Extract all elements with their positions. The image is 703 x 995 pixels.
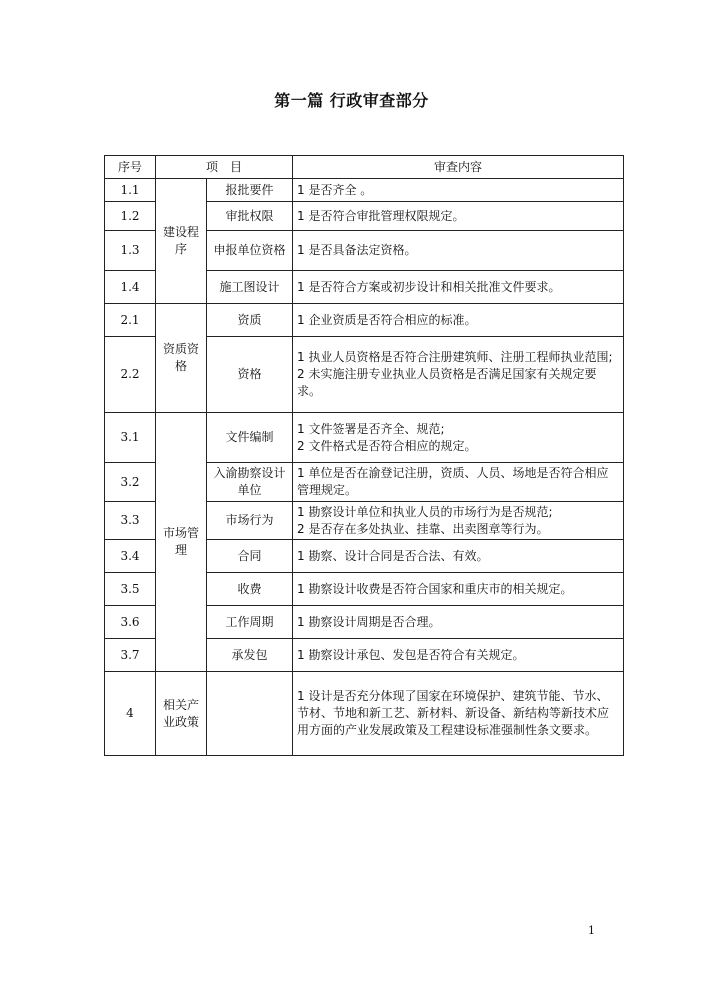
row-number: 1.3 (105, 231, 156, 271)
review-table (104, 155, 624, 756)
table-row (105, 413, 624, 463)
item-cell: 审批权限 (207, 202, 293, 231)
table-row (105, 179, 624, 202)
content-cell (293, 573, 624, 606)
item-cell: 报批要件 (207, 179, 293, 202)
row-number: 2.1 (105, 304, 156, 337)
row-number: 2.2 (105, 337, 156, 413)
item-cell: 入渝勘察设计单位 (207, 463, 293, 502)
row-number: 3.6 (105, 606, 156, 639)
row-number: 3.3 (105, 502, 156, 540)
category-cell: 资质资格 (156, 304, 207, 413)
item-cell (207, 672, 293, 756)
content-line: 1 勘察设计承包、发包是否符合有关规定。 (297, 647, 525, 662)
content-line: 1 勘察、设计合同是否合法、有效。 (297, 548, 489, 563)
page-title: 第一篇 行政审查部分 (274, 91, 429, 110)
content-cell (293, 606, 624, 639)
content-cell (293, 179, 624, 202)
content-line: 1 文件签署是否齐全、规范; (297, 421, 445, 436)
row-number: 1.1 (105, 179, 156, 202)
content-line: 2 是否存在多处执业、挂靠、出卖图章等行为。 (297, 521, 549, 536)
category-cell: 市场管理 (156, 413, 207, 672)
content-line: 1 勘察设计单位和执业人员的市场行为是否规范; (297, 504, 553, 519)
content-line: 2 未实施注册专业执业人员资格是否满足国家有关规定要求。 (297, 367, 597, 398)
content-line: 1 是否符合方案或初步设计和相关批准文件要求。 (297, 279, 561, 294)
content-cell (293, 202, 624, 231)
content-cell (293, 337, 624, 413)
content-line: 1 设计是否充分体现了国家在环境保护、建筑节能、节水、节材、节地和新工艺、新材料、新设备、新结构等新技术应用方面的产业发展政策及工程建设标准强制性条文要求。 (297, 689, 610, 737)
row-number: 1.4 (105, 271, 156, 304)
item-cell: 合同 (207, 540, 293, 573)
page-number: 1 (588, 924, 595, 937)
item-cell: 工作周期 (207, 606, 293, 639)
content-cell (293, 231, 624, 271)
item-cell: 收费 (207, 573, 293, 606)
header-content: 审查内容 (293, 156, 624, 179)
category-cell: 建设程序 (156, 179, 207, 304)
item-cell: 文件编制 (207, 413, 293, 463)
item-cell: 市场行为 (207, 502, 293, 540)
content-cell (293, 639, 624, 672)
row-number: 3.1 (105, 413, 156, 463)
row-number: 3.2 (105, 463, 156, 502)
category-cell: 相关产业政策 (156, 672, 207, 756)
content-cell (293, 463, 624, 502)
content-line: 1 企业资质是否符合相应的标准。 (297, 312, 477, 327)
content-cell (293, 413, 624, 463)
item-cell: 资质 (207, 304, 293, 337)
table-header-row (105, 156, 624, 179)
content-cell (293, 540, 624, 573)
header-item: 项 目 (156, 156, 293, 179)
item-cell: 承发包 (207, 639, 293, 672)
row-number: 3.7 (105, 639, 156, 672)
content-line: 1 是否符合审批管理权限规定。 (297, 208, 465, 223)
row-number: 3.5 (105, 573, 156, 606)
content-cell (293, 672, 624, 756)
table-row (105, 672, 624, 756)
content-cell (293, 304, 624, 337)
content-line: 1 执业人员资格是否符合注册建筑师、注册工程师执业范围; (297, 350, 613, 364)
content-cell (293, 271, 624, 304)
row-number: 4 (105, 672, 156, 756)
content-line: 2 文件格式是否符合相应的规定。 (297, 438, 477, 453)
content-line: 1 勘察设计收费是否符合国家和重庆市的相关规定。 (297, 581, 573, 596)
item-cell: 资格 (207, 337, 293, 413)
row-number: 1.2 (105, 202, 156, 231)
table-row (105, 304, 624, 337)
item-cell: 申报单位资格 (207, 231, 293, 271)
content-line: 1 是否具备法定资格。 (297, 243, 417, 257)
header-no: 序号 (105, 156, 156, 179)
content-line: 1 是否齐全 。 (297, 182, 373, 197)
item-cell: 施工图设计 (207, 271, 293, 304)
content-line: 1 单位是否在渝登记注册，资质、人员、场地是否符合相应管理规定。 (297, 466, 609, 497)
row-number: 3.4 (105, 540, 156, 573)
content-line: 1 勘察设计周期是否合理。 (297, 614, 441, 629)
content-cell (293, 502, 624, 540)
